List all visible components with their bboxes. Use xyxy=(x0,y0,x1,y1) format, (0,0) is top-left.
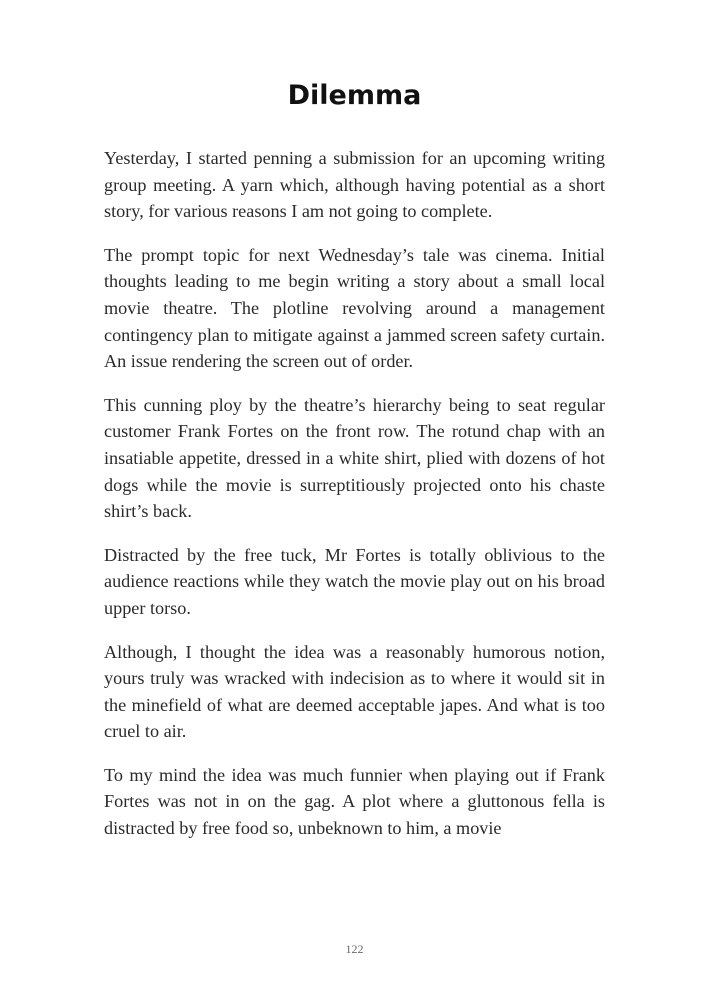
paragraph: This cunning ploy by the theatre’s hierarchy being to seat regular customer Frank Fortes on the front row. The rotund chap with an insatiable appetite, dressed in a white shirt, plied with dozens of hot dogs while the movie is surreptitiously projected onto his chaste shirt’s back. xyxy=(104,394,605,522)
page-title: Dilemma xyxy=(287,80,422,111)
paragraph: Distracted by the free tuck, Mr Fortes is totally oblivious to the audience reactions while they watch the movie play out on his broad upper torso. xyxy=(104,544,605,618)
paragraph: Yesterday, I started penning a submission for an upcoming writing group meeting. A yarn which, although having potential as a short story, for various reasons I am not going to complete. xyxy=(104,148,605,222)
paragraph: Although, I thought the idea was a reasonably humorous notion, yours truly was wracked with indecision as to where it would sit in the minefield of what are deemed acceptable japes. And what is too cruel to air. xyxy=(104,641,605,742)
body-text xyxy=(104,145,605,859)
paragraph: The prompt topic for next Wednesday’s tale was cinema. Initial thoughts leading to me begin writing a story about a small local movie theatre. The plotline revolving around a management contingency plan to mitigate against a jammed screen safety curtain. An issue rendering the screen out of order. xyxy=(104,244,605,372)
paragraph: To my mind the idea was much funnier when playing out if Frank Fortes was not in on the gag. A plot where a gluttonous fella is distracted by free food so, unbeknown to him, a movie xyxy=(104,764,605,839)
page-number: 122 xyxy=(345,942,364,956)
